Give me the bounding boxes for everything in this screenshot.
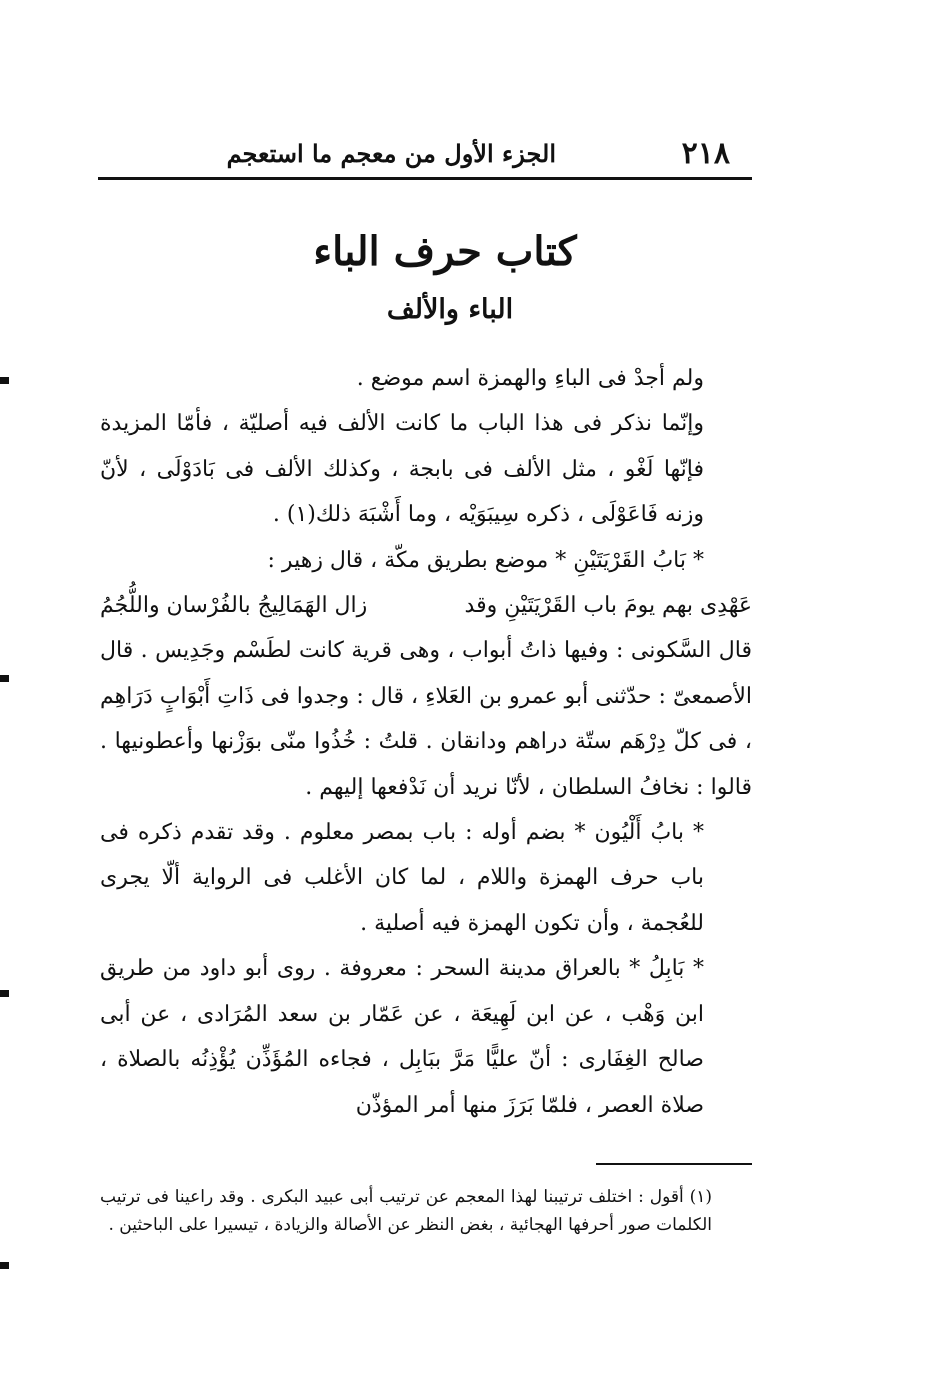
page-number: ٢١٨: [681, 136, 730, 171]
entry-babil: * بَابِلُ * بالعراق مدينة السحر : معروفة . روى أبو داود من طريق ابن وَهْب ، عن ابن لَهِيعَة ، عن عَمّار بن سعد المُرَادى ، عن أبى صالح الغِفَارى : أنّ عليًّا مَرَّ ببَابِل ، فجاءه المُؤَذِّن يُؤْذِنُه بالصلاة ، صلاة العصر ، فلمّا بَرَزَ منها أمر المؤذّن: [100, 956, 704, 1118]
margin-mark: [0, 377, 9, 384]
margin-mark: [0, 990, 9, 997]
book-title: كتاب حرف الباء: [313, 228, 577, 275]
footnote-1: (١) أقول : اختلف ترتيبنا لهذا المعجم عن ترتيب أبى عبيد البكرى . وقد راعينا فى ترتيب الكلمات صور أحرفها الهجائية ، بغض النظر عن الأصالة والزيادة ، تيسيرا على الباحثين .: [100, 1187, 712, 1235]
running-head: [98, 128, 752, 180]
footnote-rule: [596, 1163, 752, 1165]
verse-second-hemistich: زال الهَمَالِيجُ بالفُرْسان واللُّجُمُ: [100, 593, 368, 619]
header-rule: [98, 177, 752, 180]
paragraph-opening: ولم أجدْ فى الباءِ والهمزة اسم موضع .: [356, 366, 704, 391]
margin-mark: [0, 1262, 9, 1269]
verse-first-hemistich: عَهْدِى بهم يومَ باب القَرْيَتَيْنِ وقد: [464, 593, 752, 619]
entry-bab-alqaryatayn: * بَابُ القَرْيَتَيْنِ * موضع بطريق مكّة ، قال زهير :: [267, 547, 704, 573]
section-title: الباء والألف: [386, 294, 514, 325]
poetry-verse: [100, 583, 752, 628]
footnotes: [100, 1183, 752, 1239]
entry-bab-alyun: * بابُ أَلْيُون * بضم أوله : باب بمصر معلوم . وقد تقدم ذكره فى باب حرف الهمزة واللام ، لما كان الأغلب فى الرواية ألّا يجرى للعُجمة ، وأن تكون الهمزة فيه أصلية .: [100, 820, 704, 936]
paragraph-commentary: قال السَّكونى : وفيها ذاتُ أبواب ، وهى قرية كانت لطَسْم وجَدِيس . قال الأصمعىّ : حدّثنى أبو عمرو بن العَلاءِ ، قال : وجدوا فى ذَاتِ أَبْوَابٍ دَرَاهِم ، فى كلّ دِرْهَم ستّة دراهم ودانقان . قلتُ : خُذُوا منّى بوَزْنها وأعطونيها . قالوا : نخافُ السلطان ، لأنّا نريد أن نَدْفعها إليهم .: [100, 638, 752, 800]
margin-mark: [0, 675, 9, 682]
paragraph-explanation: وإنّما نذكر فى هذا الباب ما كانت الألف فيه أصليّة ، فأمّا المزيدة فإنّها لَغْو ، مثل الألف فى بابجة ، وكذلك الألف فى بَادَوْلَى ، لأنّ وزنه فَاعَوْلَى ، ذكره سِيبَوَيْه ، وما أَشْبَهَ ذلك(١) .: [100, 411, 705, 528]
running-title: الجزء الأول من معجم ما استعجم: [226, 139, 556, 168]
main-text: [100, 356, 752, 1128]
